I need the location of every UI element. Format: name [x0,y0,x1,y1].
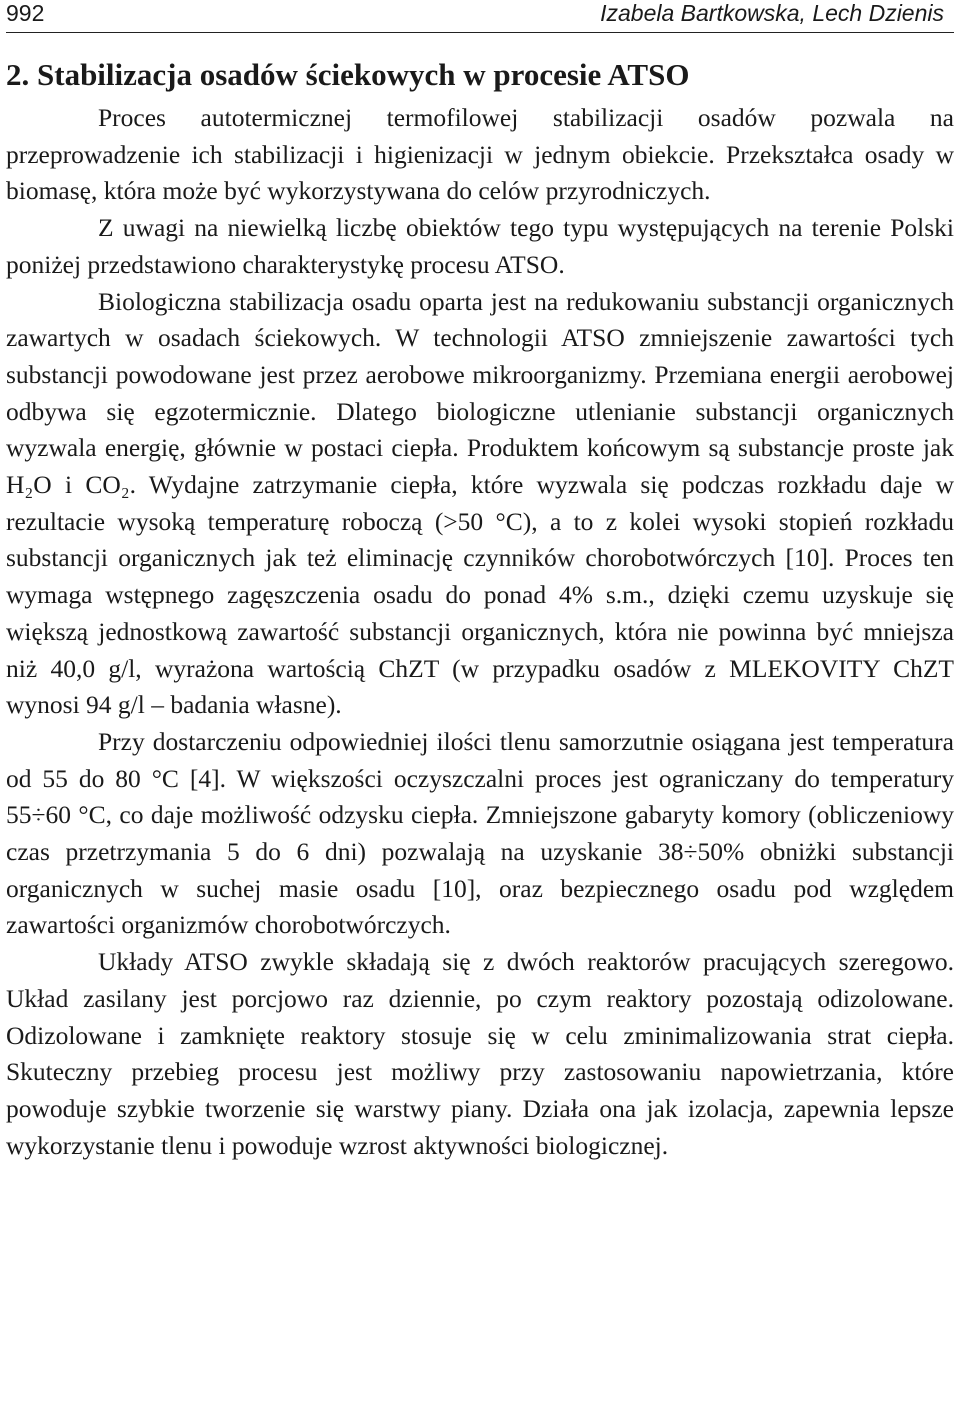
paragraph: Układy ATSO zwykle składają się z dwóch reaktorów pracujących szeregowo. Układ zasilany jest porcjowo raz dziennie, po czym reaktory pozostają odizolowane. Odizolowane i zamknięte reaktory stosuje się w celu zminimalizowania strat ciepła. Skuteczny przebieg procesu jest możliwy przy zastosowaniu napowietrzania, które powoduje szybkie tworzenie się warstwy piany. Działa ona jak izolacja, zapewnia lepsze wykorzystanie tlenu i powoduje wzrost aktywności biologicznej. [6,947,954,1160]
paragraph: Z uwagi na niewielką liczbę obiektów tego typu występujących na terenie Polski poniżej przedstawiono charakterystykę procesu ATSO. [6,213,954,279]
section-title: 2. Stabilizacja osadów ściekowych w procesie ATSO [6,57,690,92]
header-authors: Izabela Bartkowska, Lech Dzienis [600,0,944,26]
paragraph: Przy dostarczeniu odpowiedniej ilości tlenu samorzutnie osiągana jest temperatura od 55 do 80 °C [4]. W większości oczyszczalni proces jest ograniczany do temperatury 55÷60 °C, co daje możliwość odzysku ciepła. Zmniejszone gabaryty komory (obliczeniowy czas przetrzymania 5 do 6 dni) pozwalają na uzyskanie 38÷50% obniżki substancji organicznych w suchej masie osadu [10], oraz bezpiecznego osadu pod względem zawartości organizmów chorobotwórczych. [6,726,954,940]
running-header [6,0,954,33]
paragraph: Proces autotermicznej termofilowej stabilizacji osadów pozwala na przeprowadzenie ich stabilizacji i higienizacji w jednym obiekcie. Przekształca osady w biomasę, która może być wykorzystywana do celów przyrodniczych. [6,103,954,206]
page-number: 992 [6,0,45,26]
paragraph: Biologiczna stabilizacja osadu oparta jest na redukowaniu substancji organicznych zawartych w osadach ściekowych. W technologii ATSO zmniejszenie zawartości tych substancji powodowane jest przez aerobowe mikroorganizmy. Przemiana energii aerobowej odbywa się egzotermicznie. Dlatego biologiczne utlenianie substancji organicznych wyzwala energię, głównie w postaci ciepła. Produktem końcowym są substancje proste jak H₂O i CO₂. Wydajne zatrzymanie ciepła, które wyzwala się podczas rozkładu daje w rezultacie wysoką temperaturę roboczą (>50 °C), a to z kolei wysoki stopień rozkładu substancji organicznych jak też eliminację czynników chorobotwórczych [10]. Proces ten wymaga wstępnego zagęszczenia osadu do ponad 4% s.m., dzięki czemu uzyskuje się większą jednostkową zawartość substancji organicznych, która nie powinna być mniejsza niż 40,0 g/l, wyrażona wartością ChZT (w przypadku osadów z MLEKOVITY ChZT wynosi 94 g/l – badania własne). [6,286,954,720]
body-text [6,100,954,1164]
